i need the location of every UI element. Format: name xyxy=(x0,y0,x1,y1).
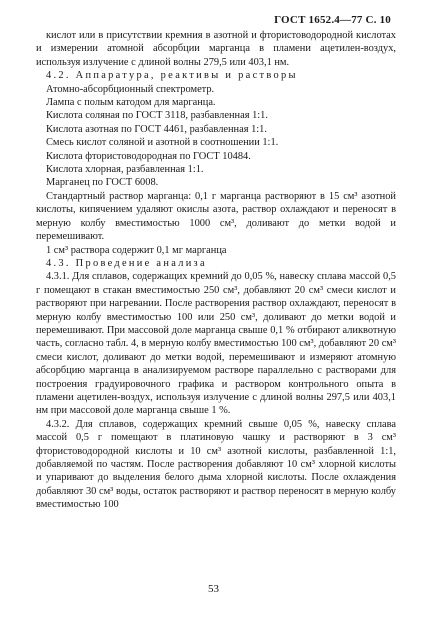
paragraph: Марганец по ГОСТ 6008. xyxy=(46,177,159,189)
paragraph: 4.3.1. Для сплавов, содержащих кремний до 0,05 %, навеску сплава массой 0,5 г помещают в стакан вместимостью 250 см³, добавляют 20 см³ смеси кислот и растворяют при нагревании. После растворения раствор охлаждают, переносят в мерную колбу вместимостью 100 или 250 см³, доливают до метки водой и перемешивают. При массовой доле марганца свыше 0,1 % отбирают аликвотную часть, согласно табл. 4, в мерную колбу вместимостью 100 см³, добавляют 20 см³ смеси кислот, доливают до метки водой, перемешивают и измеряют атомную абсорбцию марганца в анализируемом растворе параллельно с растворами для построения градуировочного графика и раствором контрольного опыта в пламени ацетилен-воздух, используя излучение с длиной волны 297,5 или 403,1 нм при массовой доле марганца свыше 1 %. xyxy=(36,271,396,417)
paragraph: 1 см³ раствора содержит 0,1 мг марганца xyxy=(46,244,227,256)
paragraph: Кислота соляная по ГОСТ 3118, разбавленная 1:1. xyxy=(46,110,268,122)
section-heading: 4.2. Аппаратура, реактивы и растворы xyxy=(46,70,298,82)
section-heading: 4.3. Проведение анализа xyxy=(46,257,207,269)
paragraph: Смесь кислот соляной и азотной в соотношении 1:1. xyxy=(46,137,279,149)
paragraph: кислот или в присутствии кремния в азотной и фтористоводородной кислотах и измерении атомной абсорбции марганца в пламени ацетилен-воздух, используя излучение с длиной волны 279,5 или 403,1 нм. xyxy=(36,30,396,68)
document-body xyxy=(36,29,396,512)
paragraph: Кислота азотная по ГОСТ 4461, разбавленная 1:1. xyxy=(46,123,267,135)
paragraph: Кислота фтористоводородная по ГОСТ 10484. xyxy=(46,150,251,162)
page-number: 53 xyxy=(208,583,219,595)
paragraph: Кислота хлорная, разбавленная 1:1. xyxy=(46,164,204,176)
running-header: ГОСТ 1652.4—77 С. 10 xyxy=(274,14,391,26)
paragraph: Лампа с полым катодом для марганца. xyxy=(46,97,216,109)
paragraph: Стандартный раствор марганца: 0,1 г марганца растворяют в 15 см³ азотной кислоты, кипячением удаляют окислы азота, раствор охлаждают и переносят в мерную колбу вместимостью 1000 см³, доливают до метки водой и перемешивают. xyxy=(36,190,396,243)
paragraph: Атомно-абсорбционный спектрометр. xyxy=(46,83,215,95)
paragraph: 4.3.2. Для сплавов, содержащих кремний свыше 0,05 %, навеску сплава массой 0,5 г помещают в платиновую чашку и растворяют в 3 см³ фтористоводородной кислоты и 10 см³ азотной кислоты, разбавленной 1:1, добавляемой по частям. После растворения добавляют 10 см³ хлорной кислоты и упаривают до выделения белого дыма хлорной кислоты. После охлаждения добавляют 30 см³ воды, остаток растворяют и раствор переносят в мерную колбу вместимостью 100 xyxy=(36,418,396,511)
